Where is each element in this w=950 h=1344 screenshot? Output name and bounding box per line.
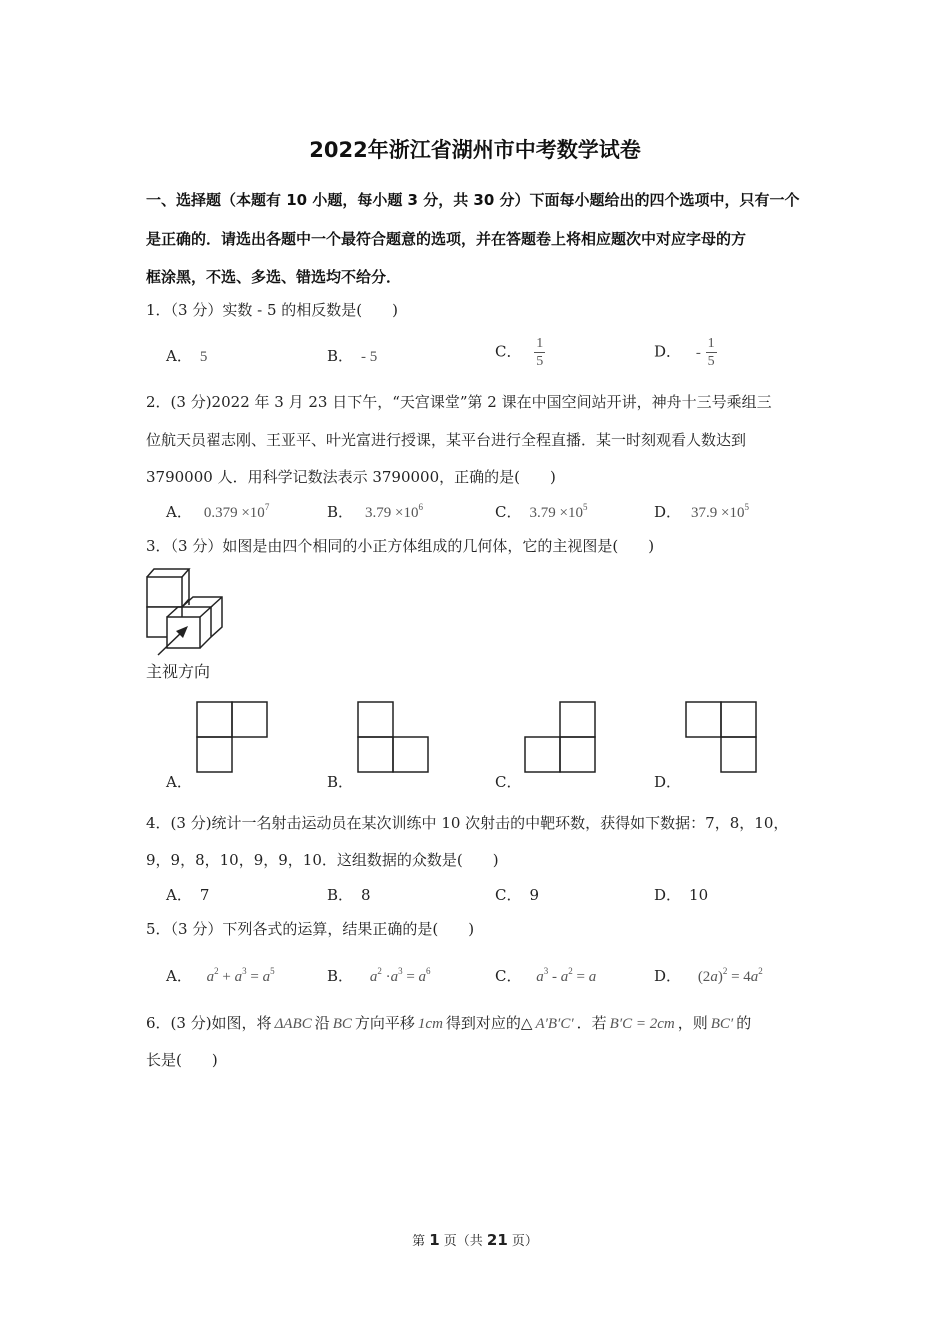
q3-option-d-label: D． <box>654 773 682 791</box>
section-instructions-line-3: 框涂黑，不选、多选、错选均不给分． <box>146 268 402 286</box>
view-direction-label: 主视方向 <box>146 662 211 681</box>
section-instructions-line-2: 是正确的．请选出各题中一个最符合题意的选项，并在答题卷上将相应题次中对应字母的方 <box>146 230 747 248</box>
fraction: $\frac{1}{5}$ <box>536 336 544 369</box>
q2-option-d: D． $37.9 \times 10^5$ <box>654 502 749 521</box>
q4-option-c: C． 9 <box>495 886 540 904</box>
q5-option-b: B． $a^2 \cdot a^3 = a^6$ <box>327 966 431 985</box>
total-pages: 21 <box>486 1231 508 1249</box>
q3-option-b-label: B． <box>327 773 354 791</box>
q3-option-c-figure <box>525 702 595 772</box>
q3-option-a-label: A． <box>166 773 192 791</box>
q5-option-a: A． $a^2 + a^3 = a^5$ <box>166 966 275 985</box>
question-4-line-2: 9，9，8，10，9，9，10．这组数据的众数是( ) <box>146 851 499 869</box>
question-2-line-3: 3790000 人．用科学记数法表示 3790000，正确的是( ) <box>146 468 556 486</box>
question-2-line-2: 位航天员翟志刚、王亚平、叶光富进行授课，某平台进行全程直播．某一时刻观看人数达到 <box>146 431 747 449</box>
fraction: $\frac{1}{5}$ <box>707 336 715 369</box>
question-5-text: 5．（3 分）下列各式的运算，结果正确的是( ) <box>146 920 475 938</box>
q1-option-d: D． - $\frac{1}{5}$ <box>654 336 715 369</box>
q4-option-a: A． 7 <box>166 886 210 904</box>
q1-option-a: A． 5 <box>166 347 208 365</box>
page-footer: 第 1 页（共 21 页） <box>412 1231 538 1249</box>
question-6-line-2: 长是( ) <box>146 1051 218 1069</box>
q4-option-b: B． 8 <box>327 886 371 904</box>
q3-option-d-figure <box>686 702 756 772</box>
q3-option-c-label: C． <box>495 773 522 791</box>
q1-option-c: C． $\frac{1}{5}$ <box>495 336 544 369</box>
q2-option-c: C． $3.79 \times 10^5$ <box>495 502 588 521</box>
question-6-line-1: 6．(3 分)如图，将 ΔABC 沿 BC 方向平移 1cm 得到对应的△ A′B′C′ ．若 B′C = 2cm ，则 BC′ 的 <box>146 1014 752 1032</box>
question-3-text: 3．（3 分）如图是由四个相同的小正方体组成的几何体，它的主视图是( ) <box>146 537 655 555</box>
section-instructions-line-1: 一、选择题（本题有 10 小题，每小题 3 分，共 30 分）下面每小题给出的四个选项中，只有一个 <box>146 191 800 209</box>
question-4-line-1: 4．(3 分)统计一名射击运动员在某次训练中 10 次射击的中靶环数，获得如下数据：7，8，10， <box>146 814 789 832</box>
q1-option-b: B． - 5 <box>327 347 378 365</box>
q3-option-b-figure <box>358 702 428 772</box>
q2-option-a: A． $0.379 \times 10^7$ <box>166 502 270 521</box>
q5-option-c: C． $a^3 - a^2 = a$ <box>495 966 597 985</box>
q4-option-d: D． 10 <box>654 886 709 904</box>
question-1-text: 1．（3 分）实数 - 5 的相反数是( ) <box>146 301 398 319</box>
q3-option-a-figure <box>197 702 267 772</box>
page-title: 2022年浙江省湖州市中考数学试卷 <box>309 138 641 162</box>
question-2-line-1: 2．(3 分)2022 年 3 月 23 日下午，“天宫课堂”第 2 课在中国空间站开讲，神舟十三号乘组三 <box>146 393 772 411</box>
q2-option-b: B． $3.79 \times 10^6$ <box>327 502 423 521</box>
current-page-number: 1 <box>429 1231 440 1249</box>
q5-option-d: D． $(2a)^2 = 4a^2$ <box>654 966 763 985</box>
